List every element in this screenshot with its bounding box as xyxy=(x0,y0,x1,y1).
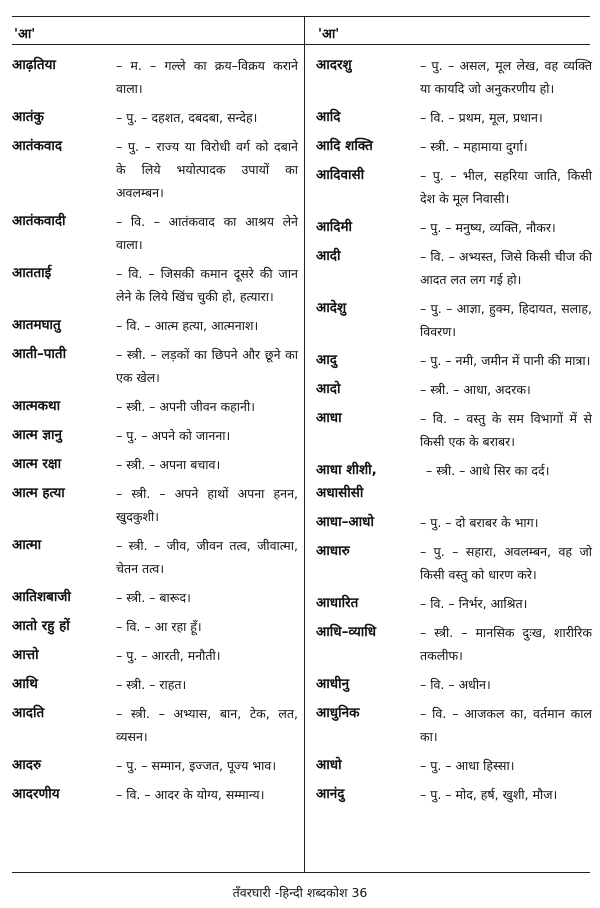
dictionary-entry xyxy=(12,262,298,308)
headword: आनंदु xyxy=(316,786,345,802)
dictionary-entry xyxy=(12,395,298,418)
dictionary-entry xyxy=(12,314,298,337)
headword: आथि xyxy=(12,676,38,692)
dictionary-entry xyxy=(12,702,298,748)
right-column-letter: 'आ' xyxy=(318,27,340,42)
definition: – स्त्री. – महामाया दुर्गा। xyxy=(420,139,528,154)
dictionary-entry xyxy=(12,482,298,528)
headword: आधा xyxy=(316,410,342,426)
definition: – पु. – दो बराबर के भाग। xyxy=(420,515,539,530)
definition: – स्त्री. – मानसिक दुःख, शारीरिक तकलीफ। xyxy=(420,625,592,663)
definition: – स्त्री. – अपना बचाव। xyxy=(116,457,221,472)
definition: – पु. – राज्य या विरोधी वर्ग को दबाने के लिये भयोत्पादक उपायों का अवलम्बन। xyxy=(116,139,298,200)
definition: – स्त्री. – अपने हाथों अपना हनन, खुदकुशी। xyxy=(116,486,298,524)
left-column xyxy=(12,54,298,812)
definition: – पु. – भील, सहरिया जाति, किसी देश के मूल निवासी। xyxy=(420,168,592,206)
definition: – म. – गल्ले का क्रय–विक्रय कराने वाला। xyxy=(116,58,298,96)
definition: – पु. – अपने को जानना। xyxy=(116,428,231,443)
definition: – पु. – मनुष्य, व्यक्ति, नौकर। xyxy=(420,220,556,235)
headword: आदरु xyxy=(12,757,42,773)
headword: आदति xyxy=(12,705,45,721)
headword: आत्तो xyxy=(12,647,39,663)
headword: आदिवासी xyxy=(316,167,365,183)
dictionary-entry xyxy=(316,592,592,615)
headword: आधारित xyxy=(316,595,359,611)
definition: – पु. – नमी, जमीन में पानी की मात्रा। xyxy=(420,353,591,368)
dictionary-entry xyxy=(316,135,592,158)
definition: – स्त्री. – लड़कों का छिपने और छूने का एक खेल। xyxy=(116,347,298,385)
dictionary-entry xyxy=(12,453,298,476)
dictionary-entry xyxy=(12,615,298,638)
dictionary-entry xyxy=(316,783,592,806)
headword: आदो xyxy=(316,381,341,397)
dictionary-entry xyxy=(12,534,298,580)
dictionary-entry xyxy=(12,754,298,777)
page-footer: तँवरघारी -हिन्दी शब्दकोश 36 xyxy=(232,885,368,900)
headword: आधारु xyxy=(316,543,350,559)
definition: – वि. – आजकल का, वर्तमान काल का। xyxy=(420,706,592,744)
headword: आती–पाती xyxy=(12,346,67,362)
dictionary-entry xyxy=(316,164,592,210)
headword: आतताई xyxy=(12,265,52,281)
headword: आधीनु xyxy=(316,676,350,692)
dictionary-entry xyxy=(316,540,592,586)
definition: – स्त्री. – राहत। xyxy=(116,677,187,692)
definition: – वि. – आत्म हत्या, आत्मनाश। xyxy=(116,318,259,333)
definition: – पु. – सहारा, अवलम्बन, वह जो किसी वस्तु को धारण करे। xyxy=(420,544,592,582)
definition: – स्त्री. – बारूद। xyxy=(116,590,191,605)
definition: – वि. – निर्भर, आश्रित। xyxy=(420,596,528,611)
headword: आतो रहु हों xyxy=(12,618,70,634)
headword: आत्मकथा xyxy=(12,398,61,414)
bottom-rule xyxy=(12,872,590,873)
definition: – वि. – प्रथम, मूल, प्रधान। xyxy=(420,110,543,125)
definition: – वि. – जिसकी कमान दूसरे की जान लेने के लिये खिंच चुकी हो, हत्यारा। xyxy=(116,266,298,304)
dictionary-entry xyxy=(316,54,592,100)
headword: आत्मा xyxy=(12,537,42,553)
definition: – पु. – असल, मूल लेख, वह व्यक्ति या कायदि जो अनुकरणीय हो। xyxy=(420,58,592,96)
headword: आदि xyxy=(316,109,341,125)
headword: आदरशु xyxy=(316,57,352,73)
dictionary-entry xyxy=(12,783,298,806)
dictionary-entry xyxy=(316,459,592,505)
dictionary-entry xyxy=(316,245,592,291)
headword: आढ़तिया xyxy=(12,57,56,73)
headword: आत्म रक्षा xyxy=(12,456,62,472)
headword: आधा शीशी, अधासीसी xyxy=(316,462,377,501)
definition: – पु. – आरती, मनौती। xyxy=(116,648,221,663)
definition: – पु. – आधा हिस्सा। xyxy=(420,758,515,773)
headword: आदि शक्ति xyxy=(316,138,373,154)
definition: – स्त्री. – अपनी जीवन कहानी। xyxy=(116,399,255,414)
definition: – पु. – सम्मान, इज्जत, पूज्य भाव। xyxy=(116,758,277,773)
definition: – पु. – मोद, हर्ष, खुशी, मौज। xyxy=(420,787,558,802)
definition: – वि. – अभ्यस्त, जिसे किसी चीज की आदत लत लग गई हो। xyxy=(420,249,592,287)
headword: आदु xyxy=(316,352,337,368)
headword: आदेशु xyxy=(316,300,347,316)
headword: आतंकवाद xyxy=(12,138,63,154)
dictionary-entry xyxy=(316,511,592,534)
definition: – वि. – वस्तु के सम विभागों में से किसी एक के बराबर। xyxy=(420,411,592,449)
definition: – वि. – अधीन। xyxy=(420,677,491,692)
header-rule xyxy=(12,44,590,45)
definition: – स्त्री. – आधे सिर का दर्द। xyxy=(426,463,550,478)
dictionary-entry xyxy=(316,621,592,667)
dictionary-entry xyxy=(12,673,298,696)
headword: आदिमी xyxy=(316,219,353,235)
headword: आधा–आधो xyxy=(316,514,374,530)
headword: आतमघातु xyxy=(12,317,61,333)
dictionary-entry xyxy=(316,378,592,401)
dictionary-entry xyxy=(316,702,592,748)
right-column xyxy=(316,54,592,812)
left-column-letter: 'आ' xyxy=(14,27,36,42)
dictionary-entry xyxy=(316,349,592,372)
headword: आतंकु xyxy=(12,109,44,125)
dictionary-entry xyxy=(12,586,298,609)
column-divider xyxy=(304,16,305,872)
dictionary-entry xyxy=(316,297,592,343)
headword: आतंकवादी xyxy=(12,213,66,229)
definition: – पु. – दहशत, दबदबा, सन्देह। xyxy=(116,110,258,125)
definition: – वि. – आ रहा हूँ। xyxy=(116,619,202,634)
headword: आत्म ज्ञानु xyxy=(12,427,63,443)
definition: – वि. – आतंकवाद का आश्रय लेने वाला। xyxy=(116,214,298,252)
dictionary-entry xyxy=(12,135,298,204)
dictionary-entry xyxy=(12,644,298,667)
dictionary-entry xyxy=(316,673,592,696)
headword: आतिशबाजी xyxy=(12,589,71,605)
dictionary-entry xyxy=(12,54,298,100)
headword: आधो xyxy=(316,757,342,773)
headword: आधुनिक xyxy=(316,705,360,721)
dictionary-entry xyxy=(12,343,298,389)
dictionary-entry xyxy=(316,754,592,777)
headword: आदरणीय xyxy=(12,786,60,802)
top-rule xyxy=(12,16,590,17)
dictionary-entry xyxy=(12,210,298,256)
definition: – वि. – आदर के योग्य, सम्मान्य। xyxy=(116,787,265,802)
headword: आदी xyxy=(316,248,341,264)
dictionary-entry xyxy=(316,407,592,453)
definition: – पु. – आज्ञा, हुक्म, हिदायत, सलाह, विवरण। xyxy=(420,301,592,339)
dictionary-entry xyxy=(316,216,592,239)
definition: – स्त्री. – अभ्यास, बान, टेक, लत, व्यसन। xyxy=(116,706,298,744)
dictionary-entry xyxy=(12,106,298,129)
headword: आत्म हत्या xyxy=(12,485,65,501)
dictionary-entry xyxy=(12,424,298,447)
dictionary-entry xyxy=(316,106,592,129)
headword: आधि–व्याधि xyxy=(316,624,377,640)
definition: – स्त्री. – आधा, अदरक। xyxy=(420,382,531,397)
definition: – स्त्री. – जीव, जीवन तत्व, जीवात्मा, चेतन तत्व। xyxy=(116,538,298,576)
